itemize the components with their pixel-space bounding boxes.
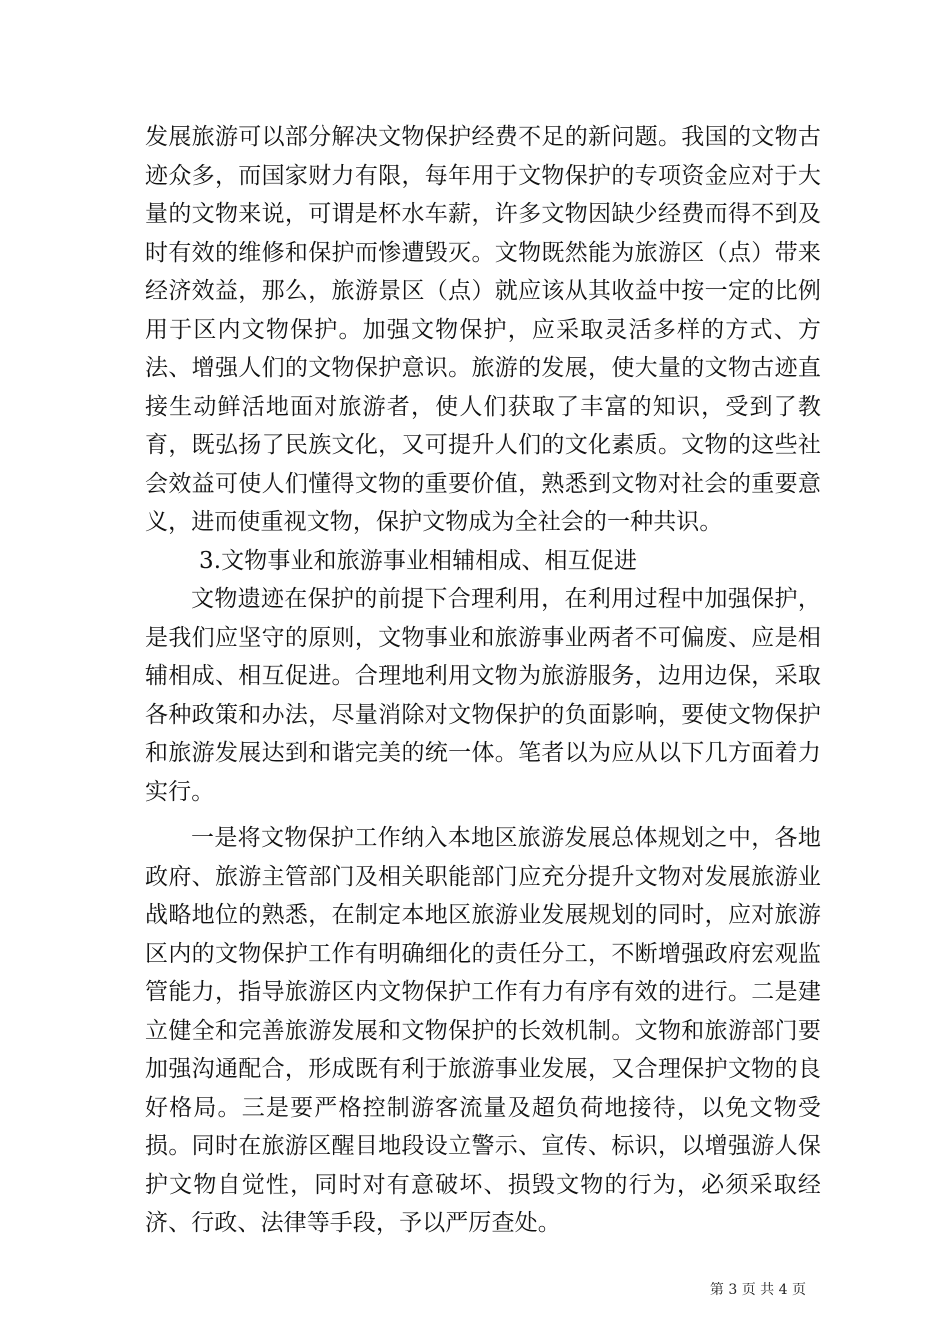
- section-heading: 3.文物事业和旅游事业相辅相成、相互促进: [199, 547, 637, 574]
- paragraph-continuation: 发展旅游可以部分解决文物保护经费不足的新问题。我国的文物古迹众多，而国家财力有限，每年用于文物保护的专项资金应对于大量的文物来说，可谓是杯水车薪，许多文物因缺少经费而得不到及时有效的维修和保护而惨遭毁灭。文物既然能为旅游区（点）带来经济效益，那么，旅游景区（点）就应该从其收益中按一定的比例用于区内文物保护。加强文物保护，应采取灵活多样的方式、方法、增强人们的文物保护意识。旅游的发展，使大量的文物古迹直接生动鲜活地面对旅游者，使人们获取了丰富的知识，受到了教育，既弘扬了民族文化，又可提升人们的文化素质。文物的这些社会效益可使人们懂得文物的重要价值，熟悉到文物对社会的重要意义，进而使重视文物，保护文物成为全社会的一种共识。: [145, 124, 821, 535]
- page-number: 第 3 页 共 4 页: [709, 1282, 806, 1298]
- paragraph: 一是将文物保护工作纳入本地区旅游发展总体规划之中，各地政府、旅游主管部门及相关职能部门应充分提升文物对发展旅游业战略地位的熟悉，在制定本地区旅游业发展规划的同时，应对旅游区内的文物保护工作有明确细化的责任分工，不断增强政府宏观监管能力，指导旅游区内文物保护工作有力有序有效的进行。二是建立健全和完善旅游发展和文物保护的长效机制。文物和旅游部门要加强沟通配合，形成既有利于旅游事业发展，又合理保护文物的良好格局。三是要严格控制游客流量及超负荷地接待，以免文物受损。同时在旅游区醒目地段设立警示、宣传、标识，以增强游人保护文物自觉性，同时对有意破坏、损毁文物的行为，必须采取经济、行政、法律等手段，予以严厉查处。: [145, 825, 821, 1236]
- document-body: [145, 118, 821, 1243]
- paragraph: 文物遗迹在保护的前提下合理利用，在利用过程中加强保护，是我们应坚守的原则，文物事业和旅游事业两者不可偏废、应是相辅相成、相互促进。合理地利用文物为旅游服务，边用边保，采取各种政策和办法，尽量消除对文物保护的负面影响，要使文物保护和旅游发展达到和谐完美的统一体。笔者以为应从以下几方面着力实行。: [145, 586, 821, 805]
